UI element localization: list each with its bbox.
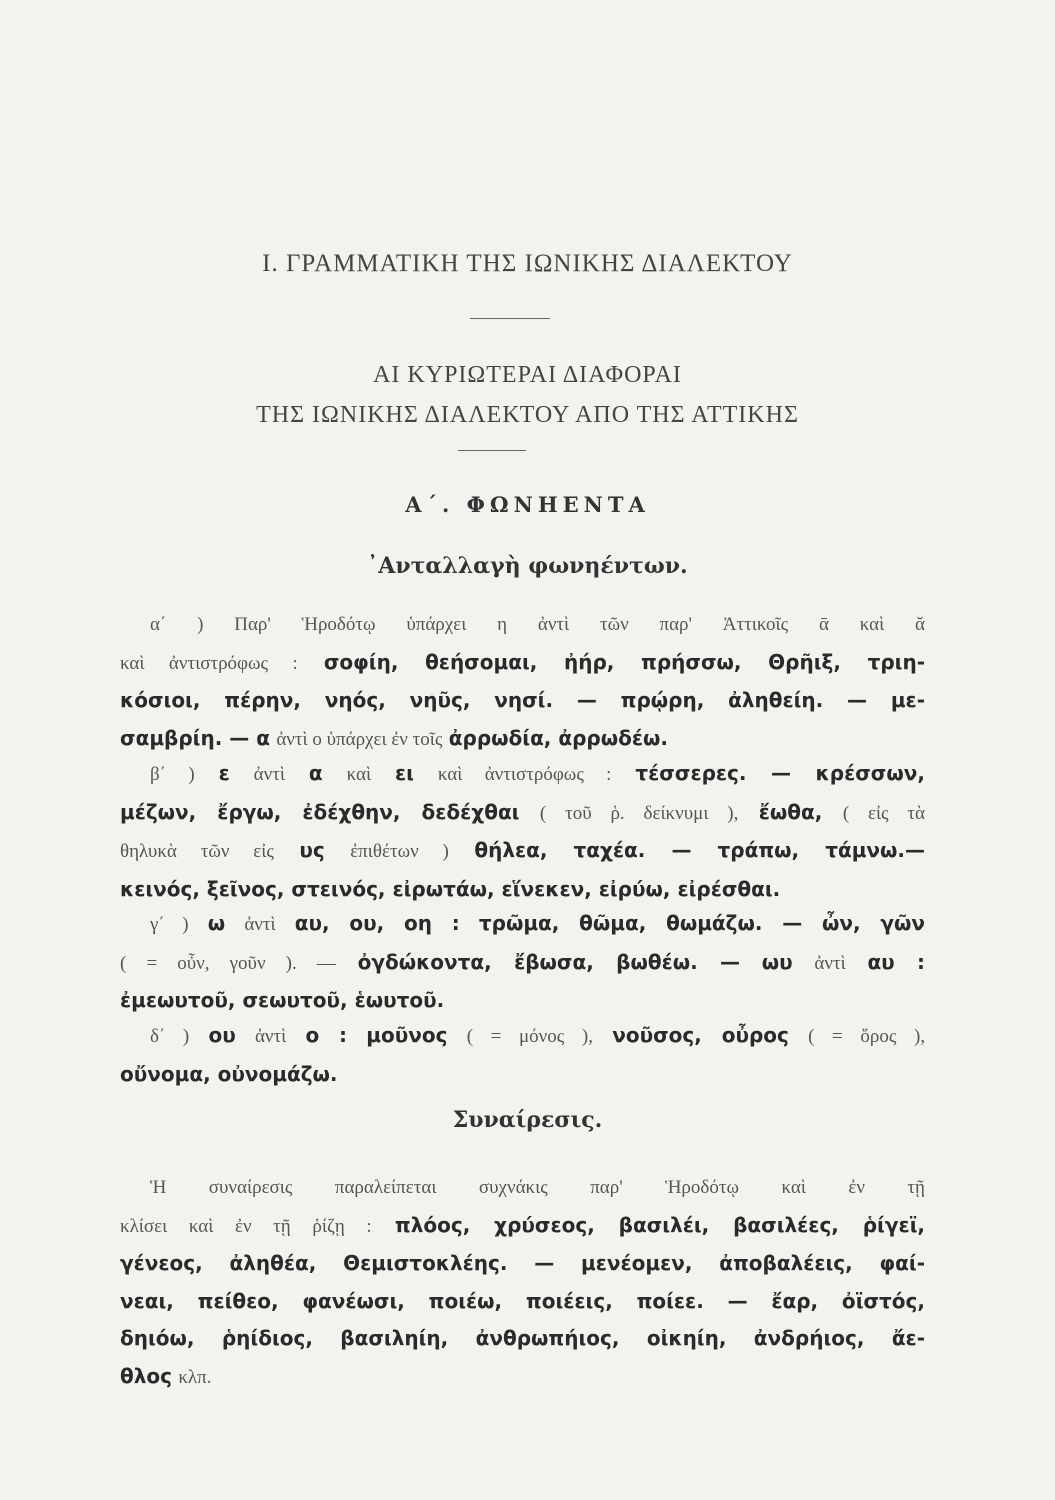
text-line: καὶ ἀντιστρόφως : σοφίη, θεήσομαι, ἠήρ, πρήσσω, Θρῆιξ, τριη- — [120, 649, 925, 674]
text-line: β΄ ) ε ἀντὶ α καὶ ει καὶ ἀντιστρόφως : τέσσερες. — κρέσσων, — [150, 761, 925, 785]
text-line: δηιόω, ῥηίδιος, βασιληίη, ἀνθρωπήιος, οἰκηίη, ἀνδρήιος, ἄε- — [120, 1326, 925, 1350]
text-line: οὔνομα, οὐνομάζω. — [120, 1061, 338, 1086]
text-line: κλίσει καὶ ἐν τῇ ῥίζῃ : πλόος, χρύσεος, βασιλέι, βασιλέες, ῥίγεϊ, — [120, 1212, 925, 1237]
chapter-title: I. ΓΡΑΜΜΑΤΙΚΗ ΤΗΣ ΙΩΝΙΚΗΣ ΔΙΑΛΕΚΤΟΥ — [262, 250, 793, 277]
text-line: γένεος, ἀληθέα, Θεμιστοκλέης. — μενέομεν, ἀποβαλέεις, φαί- — [120, 1251, 925, 1275]
text-line: μέζων, ἔργω, ἐδέχθην, δεδέχθαι ( τοῦ ῥ. δείκνυμι ), ἔωθα, ( εἰς τὰ — [120, 799, 926, 824]
text-line: Ἡ συναίρεσις παραλείπεται συχνάκις παρ' Ἡροδότῳ καὶ ἐν τῇ — [150, 1177, 925, 1198]
title-divider — [470, 318, 550, 319]
text-line: α΄ ) Παρ' Ἡροδότῳ ὑπάρχει η ἀντὶ τῶν παρ' Ἀττικοῖς ᾱ καὶ ᾰ — [150, 614, 925, 635]
subtitle-line-2: ΤΗΣ ΙΩΝΙΚΗΣ ΔΙΑΛΕΚΤΟΥ ΑΠΟ ΤΗΣ ΑΤΤΙΚΗΣ — [256, 402, 799, 428]
subheading-vowel-exchange: ᾿Ανταλλαγὴ φωνηέντων. — [367, 553, 688, 579]
section-heading: Α΄. ΦΩΝΗΕΝΤΑ — [405, 492, 650, 517]
subtitle-line-1: ΑΙ ΚΥΡΙΩΤΕΡΑΙ ΔΙΑΦΟΡΑΙ — [373, 362, 682, 388]
text-line: ( = οὖν, γοῦν ). — ὀγδώκοντα, ἔβωσα, βωθέω. — ωυ ἀντὶ αυ : — [120, 949, 926, 974]
paragraph-gamma — [120, 905, 925, 1020]
subtitle-divider — [458, 450, 526, 451]
subheading-contraction: Συναίρεσις. — [452, 1107, 603, 1133]
paragraph-contraction — [120, 1168, 925, 1396]
text-line: κεινός, ξεῖνος, στεινός, εἰρωτάω, εἵνεκεν, εἰρύω, εἰρέσθαι. — [120, 876, 781, 901]
text-line: ἐμεωυτοῦ, σεωυτοῦ, ἑωυτοῦ. — [120, 988, 445, 1012]
paragraph-delta — [120, 1017, 925, 1093]
text-line: νεαι, πείθεο, φανέωσι, ποιέω, ποιέεις, ποίεε. — ἔαρ, ὀϊστός, — [120, 1288, 925, 1313]
paragraph-alpha — [120, 605, 925, 758]
text-line: γ΄ ) ω ἀντὶ αυ, ου, οη : τρῶμα, θῶμα, θωμάζω. — ὦν, γῶν — [150, 911, 925, 935]
text-line: θηλυκὰ τῶν εἰς υς ἐπιθέτων ) θήλεα, ταχέα. — τράπω, τάμνω.— — [120, 838, 926, 862]
text-line: δ΄ ) ου ἀντὶ ο : μοῦνος ( = μόνος ), νοῦσος, οὖρος ( = ὅρος ), — [150, 1023, 926, 1047]
text-line: σαμβρίη. — α ἀντὶ ο ὑπάρχει ἐν τοῖς ἀρρωδία, ἀρρωδέω. — [120, 725, 668, 750]
paragraph-beta — [120, 755, 925, 908]
text-line: κόσιοι, πέρην, νηός, νηῦς, νησί. — πρῴρη, ἀληθείη. — με- — [120, 688, 925, 712]
text-line: θλος κλπ. — [120, 1363, 212, 1388]
